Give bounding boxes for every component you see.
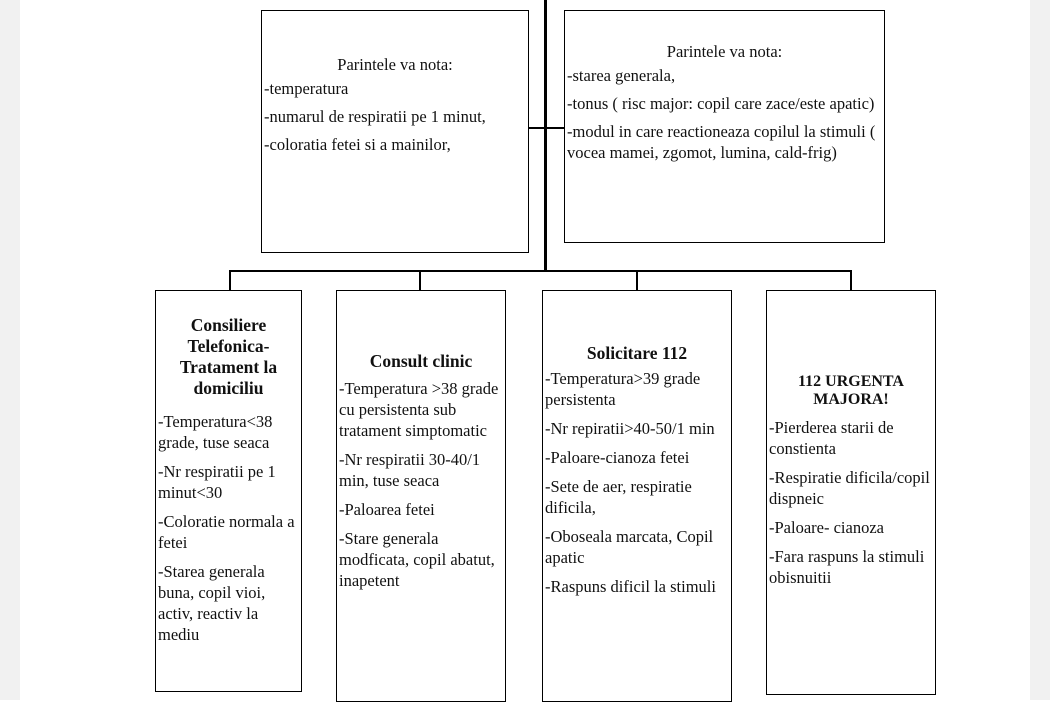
left-margin-band bbox=[0, 0, 20, 700]
connector-to-top-right-box bbox=[546, 127, 565, 129]
list-item: -Paloare- cianoza bbox=[769, 518, 884, 537]
list-item: -tonus ( risc major: copil care zace/este apatic) bbox=[567, 94, 875, 113]
parent-notes-box-left bbox=[261, 10, 529, 253]
list-item: -numarul de respiratii pe 1 minut, bbox=[264, 107, 486, 126]
list-item: -Oboseala marcata, Copil apatic bbox=[545, 527, 714, 567]
list-item: -Pierderea starii de constienta bbox=[769, 418, 894, 458]
list-item: -temperatura bbox=[264, 79, 349, 98]
list-item: -Temperatura<38 grade, tuse seaca bbox=[158, 412, 273, 452]
box-title: 112 URGENTA MAJORA! bbox=[798, 373, 904, 408]
box-call-112 bbox=[542, 290, 732, 702]
right-margin-band bbox=[1030, 0, 1050, 700]
drop-connector-1 bbox=[229, 270, 231, 291]
box-heading: Parintele va nota: bbox=[337, 55, 453, 74]
drop-connector-2 bbox=[419, 270, 421, 291]
list-item: -Coloratie normala a fetei bbox=[158, 512, 295, 552]
list-item: -starea generala, bbox=[567, 66, 676, 85]
box-home-treatment bbox=[155, 290, 302, 692]
list-item: -Respiratie dificila/copil dispneic bbox=[769, 468, 930, 508]
connector-to-top-left-box bbox=[528, 127, 545, 129]
horizontal-branch-connector bbox=[229, 270, 852, 272]
list-item: -Fara raspuns la stimuli obisnuitii bbox=[769, 547, 925, 587]
list-item: -Nr respiratii 30-40/1 min, tuse seaca bbox=[339, 450, 481, 490]
parent-notes-box-right bbox=[564, 10, 885, 243]
box-title: Consiliere Telefonica-Tratament la domiciliu bbox=[179, 315, 278, 398]
list-item: -Raspuns dificil la stimuli bbox=[545, 577, 716, 596]
list-item: -Temperatura >38 grade cu persistenta sub tratament simptomatic bbox=[339, 379, 499, 440]
list-item: -Paloarea fetei bbox=[339, 500, 435, 519]
box-major-emergency bbox=[766, 290, 936, 695]
drop-connector-4 bbox=[850, 270, 852, 291]
list-item: -Starea generala buna, copil vioi, activ, reactiv la mediu bbox=[158, 562, 266, 644]
list-item: -Nr repiratii>40-50/1 min bbox=[545, 419, 715, 438]
box-title: Solicitare 112 bbox=[586, 343, 688, 363]
list-item: -Nr respiratii pe 1 minut<30 bbox=[158, 462, 276, 502]
box-title: Consult clinic bbox=[369, 351, 473, 371]
list-item: -Stare generala modficata, copil abatut, inapetent bbox=[339, 529, 495, 590]
list-item: -Sete de aer, respiratie dificila, bbox=[545, 477, 692, 517]
box-clinic-consult bbox=[336, 290, 506, 702]
list-item: -Temperatura>39 grade persistenta bbox=[545, 369, 701, 409]
drop-connector-3 bbox=[636, 270, 638, 291]
central-vertical-connector bbox=[544, 0, 547, 272]
list-item: -coloratia fetei si a mainilor, bbox=[264, 135, 451, 154]
box-heading: Parintele va nota: bbox=[666, 42, 783, 61]
list-item: -modul in care reactioneaza copilul la stimuli ( vocea mamei, zgomot, lumina, cald-frig) bbox=[567, 122, 876, 162]
list-item: -Paloare-cianoza fetei bbox=[545, 448, 690, 467]
